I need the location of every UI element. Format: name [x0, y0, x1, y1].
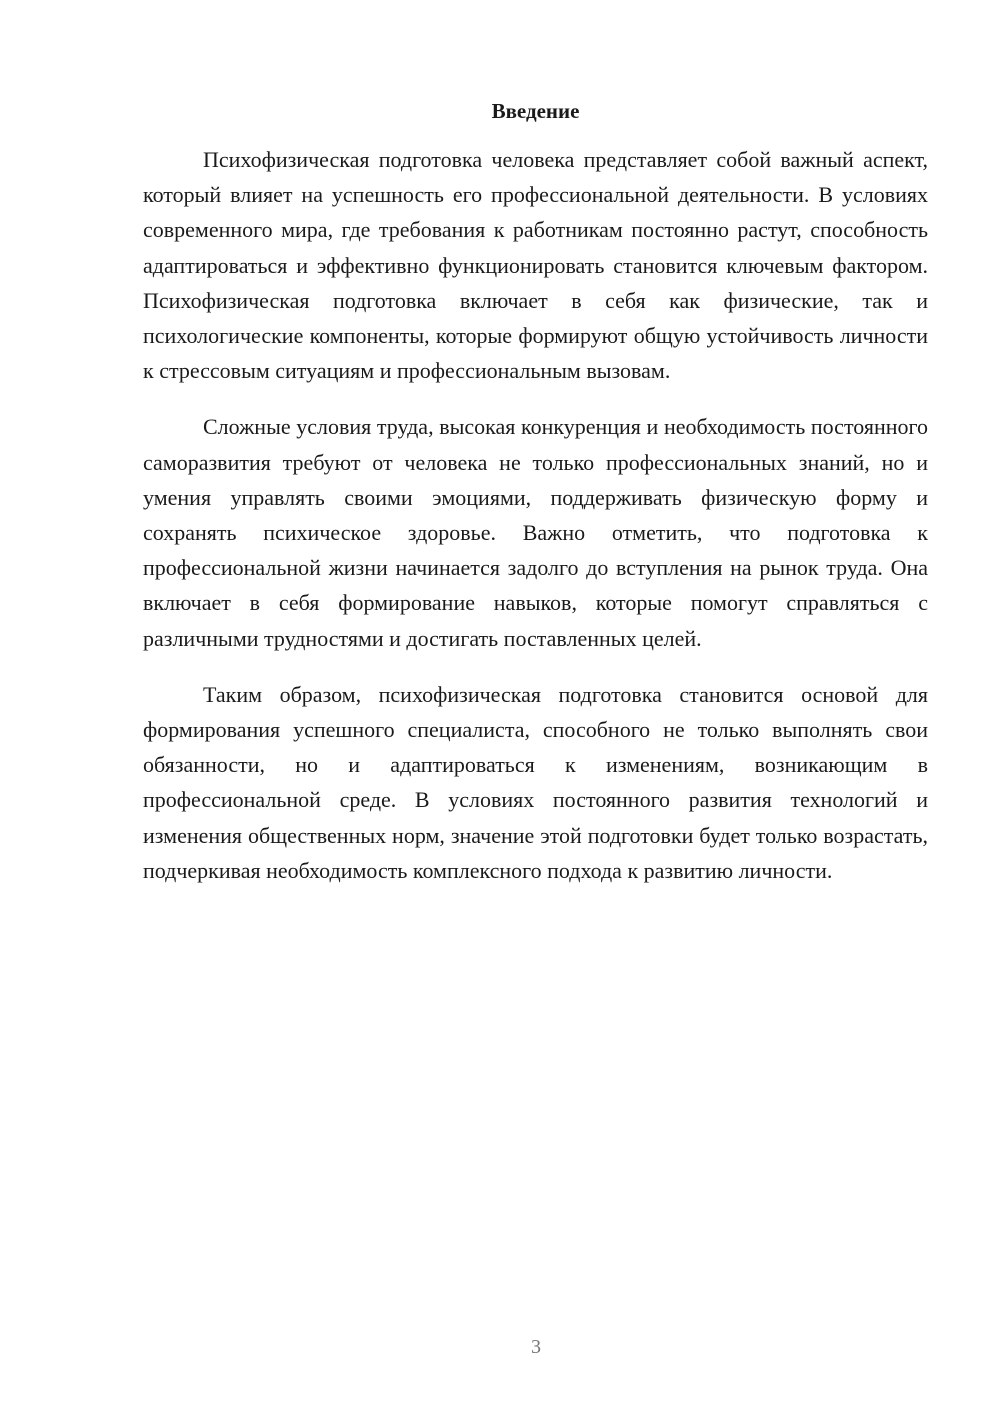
paragraph-2: Сложные условия труда, высокая конкуренция и необходимость постоянного саморазвития требуют от человека не только профессиональных знаний, но и умения управлять своими эмоциями, поддерживать физическую форму и сохранять психическое здоровье. Важно отметить, что подготовка к профессиональной жизни начинается задолго до вступления на рынок труда. Она включает в себя формирование навыков, которые помогут справляться с различными трудностями и достигать поставленных целей. — [143, 414, 928, 651]
paragraph-1: Психофизическая подготовка человека представляет собой важный аспект, который влияет на успешность его профессиональной деятельности. В условиях современного мира, где требования к работникам постоянно растут, способность адаптироваться и эффективно функционировать становится ключевым фактором. Психофизическая подготовка включает в себя как физические, так и психологические компоненты, которые формируют общую устойчивость личности к стрессовым ситуациям и профессиональным вызовам. — [143, 147, 928, 384]
page-heading: Введение — [491, 99, 580, 123]
body-text — [143, 142, 928, 909]
page-number: 3 — [531, 1336, 541, 1358]
paragraph-3: Таким образом, психофизическая подготовка становится основой для формирования успешного специалиста, способного не только выполнять свои обязанности, но и адаптироваться к изменениям, возникающим в профессиональной среде. В условиях постоянного развития технологий и изменения общественных норм, значение этой подготовки будет только возрастать, подчеркивая необходимость комплексного подхода к развитию личности. — [143, 681, 928, 883]
